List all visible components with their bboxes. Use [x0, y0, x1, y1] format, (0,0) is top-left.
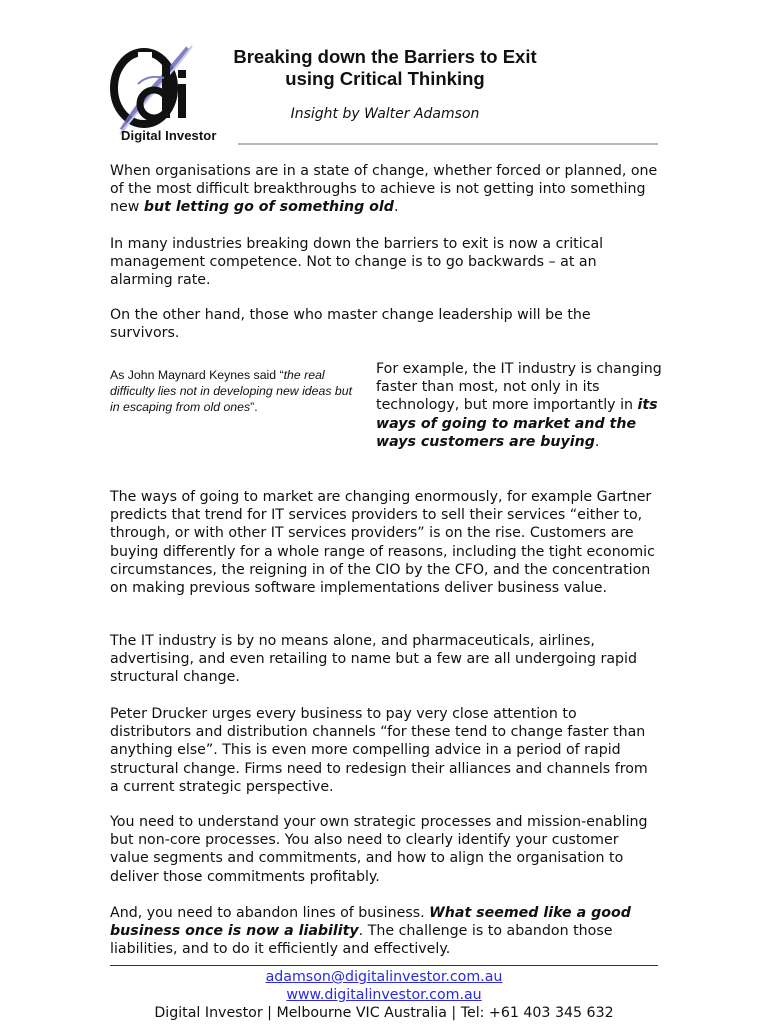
footer-divider — [110, 965, 658, 966]
paragraph-5: The IT industry is by no means alone, and pharmaceuticals, airlines, advertising, and even retailing to name but a few are all undergoing rapid structural change. — [110, 633, 637, 686]
emphasis-letting-go: but letting go of something old — [143, 199, 394, 216]
author-byline: Insight by Walter Adamson — [290, 106, 480, 122]
paragraph-8: And, you need to abandon lines of business. What seemed like a good business once is now a liability. The challenge is to abandon those liabilities, and to do it efficiently and effectively. — [110, 905, 631, 958]
header-divider — [238, 143, 658, 145]
paragraph-7: You need to understand your own strategic processes and mission-enabling but non-core processes. You also need to clearly identify your customer value segments and commitments, and how to align the organisation to deliver those commitments profitably. — [110, 814, 648, 885]
document-title — [200, 46, 570, 90]
paragraph-3: On the other hand, those who master change leadership will be the survivors. — [110, 307, 591, 342]
paragraph-2: In many industries breaking down the barriers to exit is now a critical management competence. Not to change is to go backwards – at an alarming rate. — [110, 236, 604, 289]
title-line-1: Breaking down the Barriers to Exit — [233, 46, 537, 67]
footer-website — [110, 986, 658, 1004]
title-line-2: using Critical Thinking — [285, 68, 485, 89]
footer-email — [110, 968, 658, 986]
quote-text: the real difficulty lies not in developing new ideas but in escaping from old ones — [110, 368, 352, 414]
emphasis-liability: What seemed like a good business once is now a liability — [110, 905, 631, 940]
logo-caption: Digital Investor — [121, 128, 217, 143]
website-link[interactable]: www.digitalinvestor.com.au — [286, 987, 482, 1003]
keynes-quote: As John Maynard Keynes said “the real difficulty lies not in developing new ideas but in escaping from old ones”. — [110, 368, 352, 414]
emphasis-ways-of-market: its ways of going to market and the ways customers are buying — [376, 397, 658, 450]
footer-contact: Digital Investor | Melbourne VIC Australia | Tel: +61 403 345 632 — [154, 1005, 614, 1021]
email-link[interactable]: adamson@digitalinvestor.com.au — [265, 969, 503, 985]
it-industry-example: For example, the IT industry is changing faster than most, not only in its technology, but more importantly in its ways of going to market and the ways customers are buying. — [376, 361, 662, 450]
paragraph-1: When organisations are in a state of change, whether forced or planned, one of the most difficult breakthroughs to achieve is not getting into something new but letting go of something old. — [110, 163, 658, 216]
paragraph-6: Peter Drucker urges every business to pay very close attention to distributors and distribution channels “for these tend to change faster than anything else”. This is even more compelling advice in a period of rapid structural change. Firms need to redesign their alliances and channels from a current strategic perspective. — [110, 706, 648, 795]
paragraph-4: The ways of going to market are changing enormously, for example Gartner predicts that trend for IT services providers to sell their services “either to, through, or with other IT services providers” is on the rise. Customers are buying differently for a whole range of reasons, including the tight economic circumstances, the reigning in of the CIO by the CFO, and the concentration on making previous software implementations deliver business value. — [110, 489, 655, 597]
